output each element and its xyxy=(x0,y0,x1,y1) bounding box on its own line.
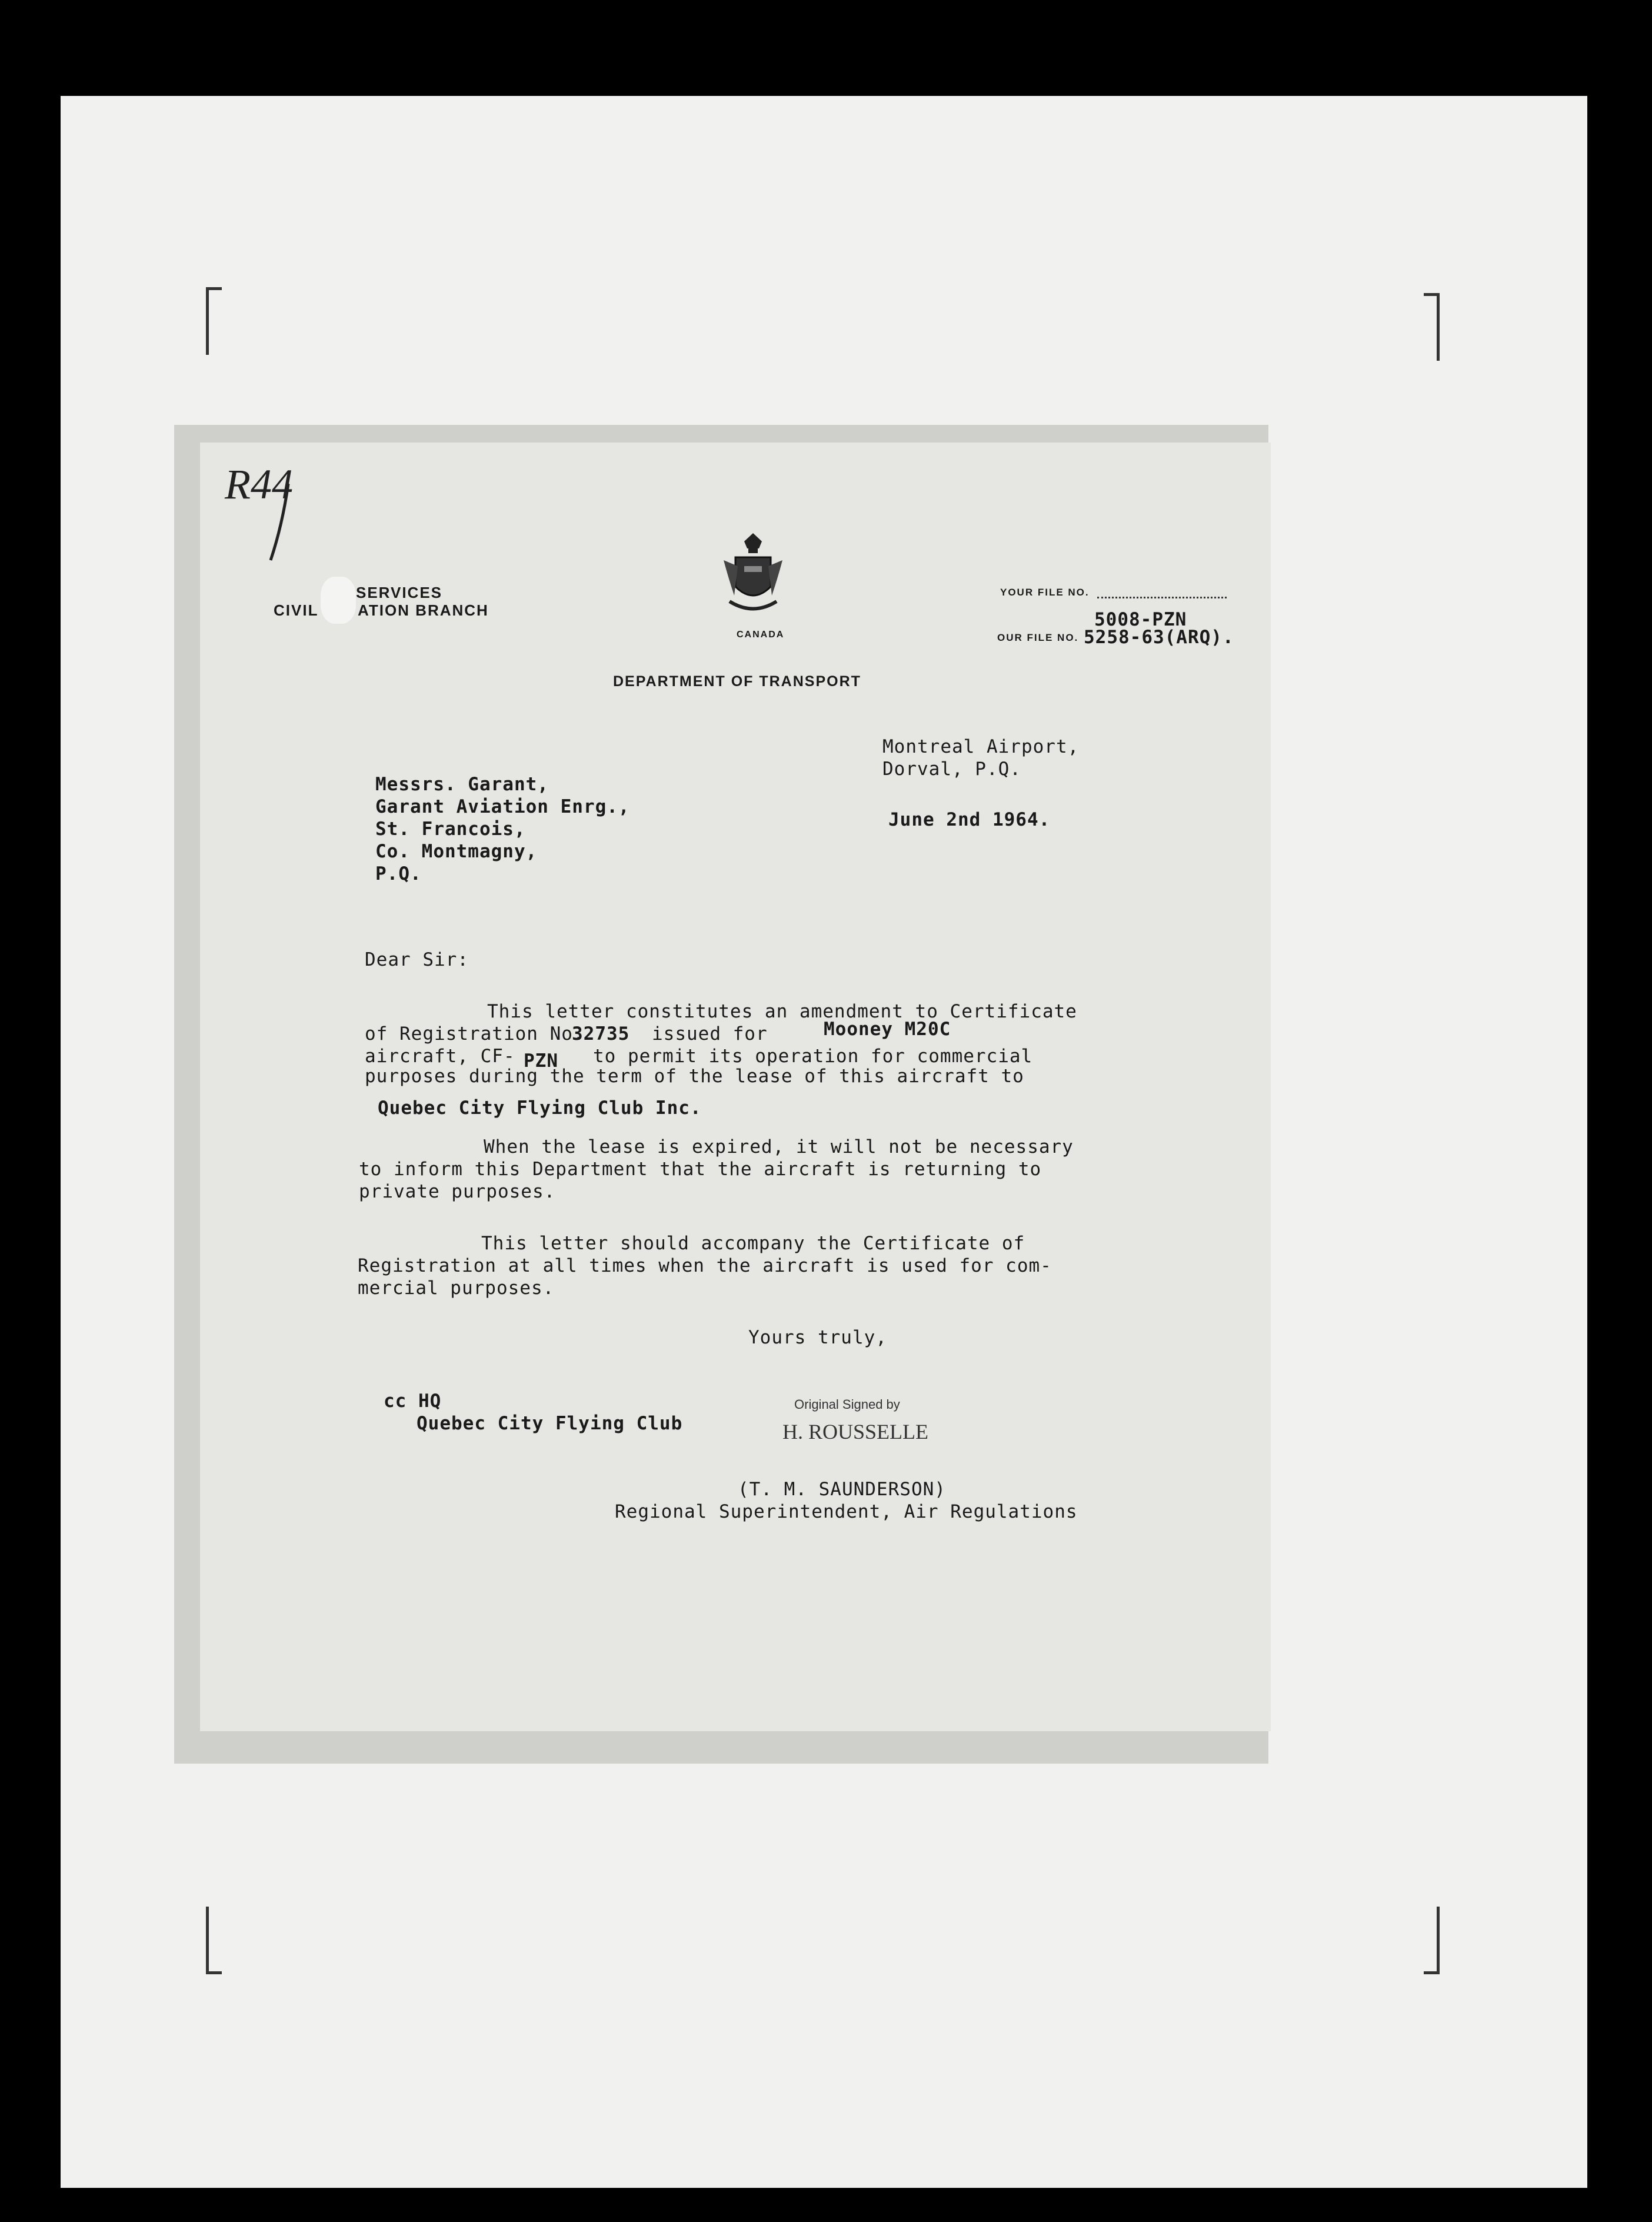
p1-line-1: This letter constitutes an amendment to Certificate xyxy=(487,1001,1077,1022)
crop-mark-bottom-left xyxy=(206,1907,222,1974)
p1-line-4: purposes during the term of the lease of this aircraft to xyxy=(365,1066,1024,1087)
crop-mark-bottom-right xyxy=(1424,1907,1440,1974)
letter-date: June 2nd 1964. xyxy=(888,809,1051,830)
crest-caption: CANADA xyxy=(737,630,785,640)
p3-line-2: Registration at all times when the aircraft is used for com- xyxy=(358,1255,1052,1276)
our-file-label: OUR FILE NO. xyxy=(997,632,1079,643)
sender-line-2: Dorval, P.Q. xyxy=(882,759,1021,780)
registration-mark: PZN xyxy=(524,1050,558,1072)
aircraft-type: Mooney M20C xyxy=(824,1019,951,1040)
p2-line-2: to inform this Department that the aircraft is returning to xyxy=(359,1159,1042,1180)
torn-patch xyxy=(321,577,356,624)
cc-line-1: cc HQ xyxy=(384,1391,442,1412)
closing: Yours truly, xyxy=(748,1327,887,1348)
your-file-label: YOUR FILE NO. xyxy=(1000,587,1090,598)
p3-line-3: mercial purposes. xyxy=(358,1278,555,1299)
recipient-line-2: Garant Aviation Enrg., xyxy=(375,796,630,817)
recipient-line-1: Messrs. Garant, xyxy=(375,774,549,795)
recipient-line-5: P.Q. xyxy=(375,863,422,884)
p2-line-3: private purposes. xyxy=(359,1181,556,1202)
department-name: DEPARTMENT OF TRANSPORT xyxy=(613,673,861,690)
our-file-value: 5258-63(ARQ). xyxy=(1084,627,1234,648)
your-file-value: 5008-PZN xyxy=(1094,609,1187,630)
p2-line-1: When the lease is expired, it will not be necessary xyxy=(484,1136,1074,1157)
cc-line-2: Quebec City Flying Club xyxy=(417,1413,683,1434)
crop-mark-top-right xyxy=(1424,293,1440,361)
signatory-name: (T. M. SAUNDERSON) xyxy=(738,1479,946,1500)
salutation: Dear Sir: xyxy=(365,949,469,970)
p3-line-1: This letter should accompany the Certificate of xyxy=(481,1233,1025,1254)
signatory-title: Regional Superintendent, Air Regulations xyxy=(615,1501,1078,1522)
p1-line-2-b: issued for xyxy=(652,1023,768,1045)
branch-line-1: SERVICES xyxy=(356,584,443,601)
sender-line-1: Montreal Airport, xyxy=(882,736,1080,757)
branch-line-2-left: CIVIL xyxy=(274,601,319,619)
crop-mark-top-left xyxy=(206,287,222,355)
recipient-line-3: St. Francois, xyxy=(375,819,526,840)
p1-line-2-a: of Registration No. xyxy=(365,1023,585,1045)
lessee-name: Quebec City Flying Club Inc. xyxy=(378,1097,702,1119)
recipient-line-4: Co. Montmagny, xyxy=(375,841,538,862)
your-file-rule xyxy=(1097,597,1227,598)
p1-line-3-b: to permit its operation for commercial xyxy=(593,1046,1033,1067)
handwritten-annotation: R44 xyxy=(225,461,293,508)
stamp-line-2: H. ROUSSELLE xyxy=(782,1420,929,1443)
registration-number: 32735 xyxy=(572,1023,630,1045)
letter-page xyxy=(200,443,1271,1731)
stamp-line-1: Original Signed by xyxy=(794,1397,900,1412)
p1-line-3-a: aircraft, CF- xyxy=(365,1046,515,1067)
branch-line-2-right: ATION BRANCH xyxy=(358,601,489,619)
coat-of-arms-icon xyxy=(718,531,788,625)
annotation-stroke-icon xyxy=(265,478,300,566)
